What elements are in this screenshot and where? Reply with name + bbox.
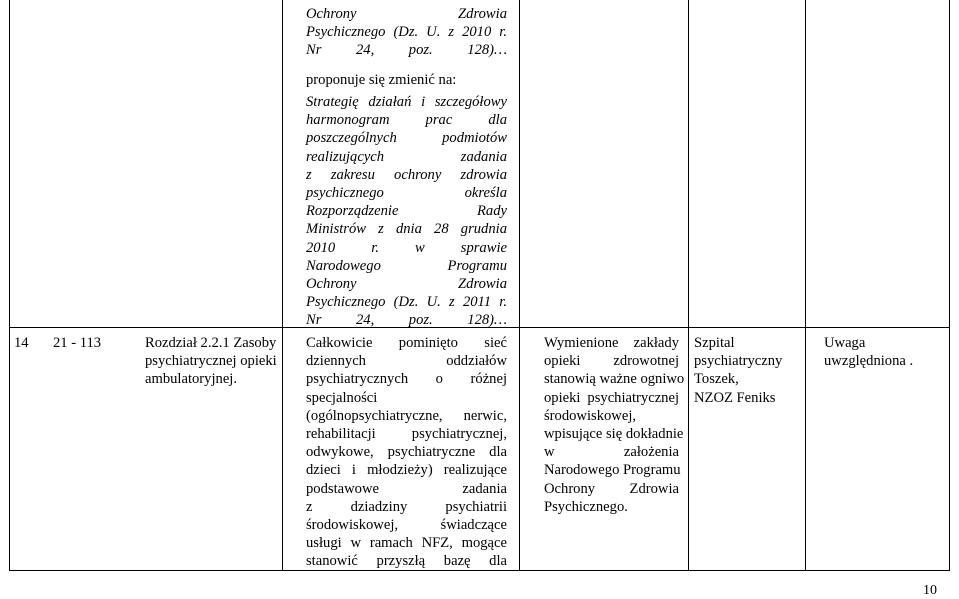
text-line: Ochrony Zdrowia <box>544 480 679 497</box>
text-line: Rozporządzenie Rady <box>306 203 507 220</box>
comment-text <box>306 334 507 571</box>
text-line: podstawowe zadania <box>306 480 507 497</box>
text-line: NZOZ Feniks <box>694 389 776 406</box>
text-line: z dziadziny psychiatrii <box>306 498 507 515</box>
row-pages <box>53 334 101 352</box>
text-line: Psychicznego (Dz. U. z 2011 r. <box>306 294 507 311</box>
row-number <box>14 334 29 352</box>
table-border-left <box>9 0 10 571</box>
proposal-text <box>544 334 685 516</box>
text-line: Uwaga <box>824 335 866 351</box>
proposed-wording <box>306 93 507 330</box>
text-line: Strategię działań i szczegółowy <box>306 94 507 110</box>
text-line: stanowią ważne ogniwo <box>544 371 685 388</box>
text-line: psychiatryczny <box>694 353 783 370</box>
text-line: realizujących zadania <box>306 148 507 165</box>
text-line: Wymienione zakłady <box>544 335 679 351</box>
text-line: harmonogram prac dla <box>306 112 507 129</box>
text-line: Psychicznego (Dz. U. z 2010 r. <box>306 24 507 41</box>
text-line: Szpital <box>694 335 735 351</box>
text-line: (ogólnopsychiatryczne, nerwic, <box>306 407 507 424</box>
text-line: stanowić przyszłą bazę dla <box>306 553 507 570</box>
text-line: psychicznego określa <box>306 185 507 202</box>
page-number: 10 <box>923 583 937 598</box>
decision <box>824 334 944 370</box>
text-line: wpisujące się dokładnie <box>544 426 684 443</box>
table-border-right <box>949 0 950 571</box>
col-divider-2 <box>519 0 520 571</box>
text-line: Psychicznego. <box>544 498 628 515</box>
text-line: usługi w ramach NFZ, mogące <box>306 535 507 552</box>
col-divider-4 <box>805 0 806 571</box>
text-line: odwykowe, psychiatryczne dla <box>306 444 507 461</box>
text-line: Narodowego Programu <box>544 462 681 479</box>
text-line: Rozdział 2.2.1 Zasoby <box>145 335 277 351</box>
text-line: rehabilitacji psychiatrycznej, <box>306 426 507 443</box>
col-divider-1 <box>282 0 283 571</box>
text-line: Nr 24, poz. 128)… <box>306 42 507 59</box>
text-line: Toszek, <box>694 371 739 388</box>
text-line: poszczególnych podmiotów <box>306 130 507 147</box>
text-line: opieki zdrowotnej <box>544 353 679 370</box>
text-line: Ochrony Zdrowia <box>306 6 507 22</box>
text-line: Narodowego Programu <box>306 257 507 274</box>
text-line: Ochrony Zdrowia <box>306 276 507 293</box>
text-line: Nr 24, poz. 128)… <box>306 312 507 329</box>
text-line: uwzględniona . <box>824 353 914 370</box>
text-line: ambulatoryjnej. <box>145 371 237 388</box>
text-line: proponuje się zmienić na: <box>306 72 457 88</box>
text-line: dzieci i młodzieży) realizujące <box>306 462 507 479</box>
submitter <box>694 334 799 407</box>
text-line: z zakresu ochrony zdrowia <box>306 166 507 183</box>
row-number-text: 14 <box>14 335 29 351</box>
text-line: specjalności <box>306 389 378 406</box>
text-line: Ministrów z dnia 28 grudnia <box>306 221 507 238</box>
text-line: środowiskowej, <box>544 407 637 424</box>
text-line: psychiatrycznej opieki <box>145 353 277 370</box>
row-pages-text: 21 - 113 <box>53 335 102 351</box>
text-line: dziennych oddziałów <box>306 353 507 370</box>
col-divider-3 <box>688 0 689 571</box>
text-line: środowiskowej, świadczące <box>306 517 507 534</box>
text-line: opieki psychiatrycznej <box>544 389 679 406</box>
section-reference <box>145 334 275 389</box>
text-line: w założenia <box>544 444 679 461</box>
proposal-intro <box>306 71 507 89</box>
text-line: psychiatrycznych o różnej <box>306 371 507 388</box>
text-line: 2010 r. w sprawie <box>306 239 507 256</box>
prev-row-quote-tail <box>306 5 507 60</box>
text-line: Całkowicie pominięto sieć <box>306 335 507 351</box>
